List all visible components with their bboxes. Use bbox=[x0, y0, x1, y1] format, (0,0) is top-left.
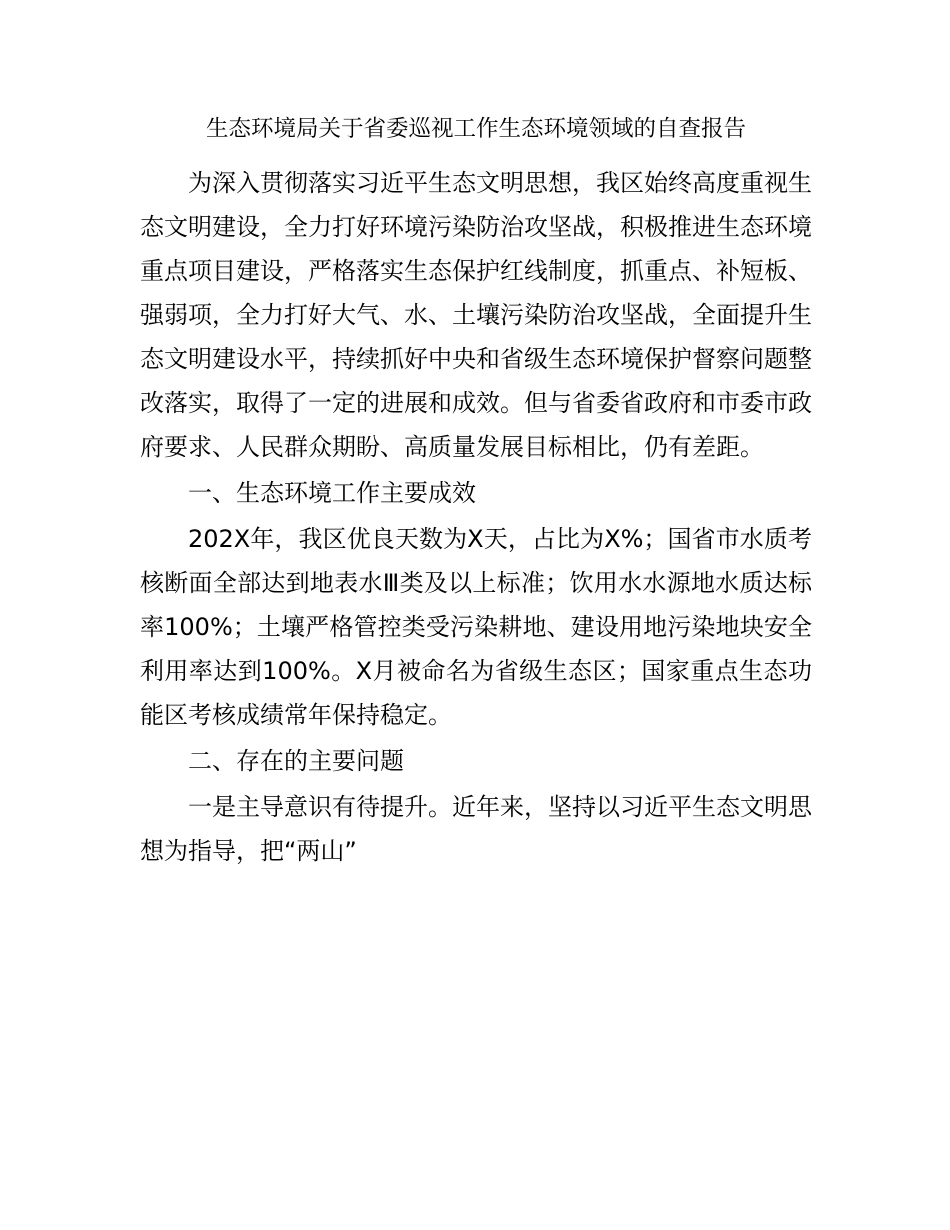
section-heading-achievements: 一、生态环境工作主要成效 bbox=[188, 479, 476, 507]
document-title: 生态环境局关于省委巡视工作生态环境领域的自查报告 bbox=[205, 116, 746, 142]
intro-paragraph: 为深入贯彻落实习近平生态文明思想，我区始终高度重视生态文明建设，全力打好环境污染防治攻坚战，积极推进生态环境重点项目建设，严格落实生态保护红线制度，抓重点、补短板、强弱项，全力打好大气、水、土壤污染防治攻坚战，全面提升生态文明建设水平，持续抓好中央和省级生态环境保护督察问题整改落实，取得了一定的进展和成效。但与省委省政府和市委市政府要求、人民群众期盼、高质量发展目标相比，仍有差距。 bbox=[140, 169, 812, 461]
document-body bbox=[140, 107, 812, 873]
section-heading-problems: 二、存在的主要问题 bbox=[188, 747, 404, 775]
achievements-paragraph: 202X年，我区优良天数为X天，占比为X%；国省市水质考核断面全部达到地表水Ⅲ类及以上标准；饮用水水源地水质达标率100%；土壤严格管控类受污染耕地、建设用地污染地块安全利用率达到100%。X月被命名为省级生态区；国家重点生态功能区考核成绩常年保持稳定。 bbox=[140, 525, 812, 729]
spacer bbox=[140, 151, 812, 161]
problems-paragraph: 一是主导意识有待提升。近年来，坚持以习近平生态文明思想为指导，把“两山” bbox=[140, 793, 812, 865]
